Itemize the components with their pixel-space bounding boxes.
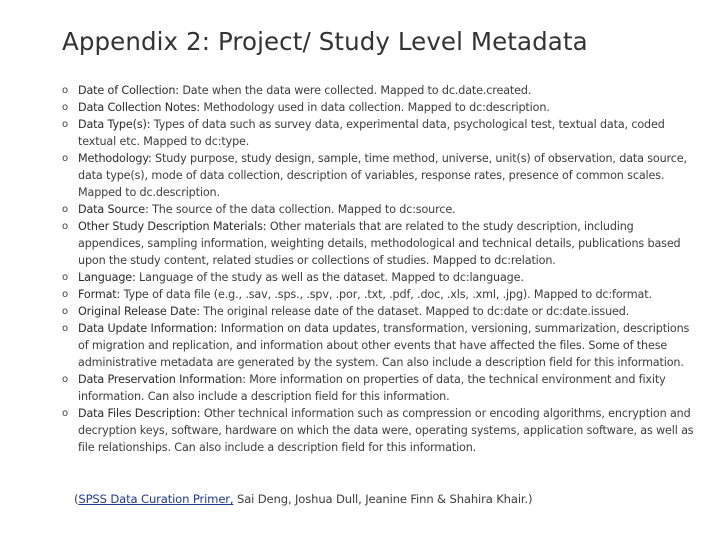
list-item — [62, 99, 702, 116]
bullet-icon: o — [62, 374, 68, 385]
list-item — [62, 82, 702, 99]
item-description: The original release date of the dataset. Mapped to dc:date or dc:date.issued. — [203, 305, 630, 318]
list-item — [62, 286, 702, 303]
bullet-icon: o — [62, 119, 68, 130]
bullet-icon: o — [62, 85, 68, 96]
bullet-icon: o — [62, 306, 68, 317]
citation-authors: Sai Deng, Joshua Dull, Jeanine Finn & Shahira Khair.) — [233, 492, 533, 506]
item-description: More information on properties of data, the technical environment and fixity information. Can also include a description field for this information. — [78, 373, 666, 403]
item-term: Data Preservation Information: — [78, 373, 246, 386]
bullet-icon: o — [62, 102, 68, 113]
item-description: Language of the study as well as the dataset. Mapped to dc:language. — [139, 271, 524, 284]
list-item — [62, 116, 702, 150]
item-term: Format: — [78, 288, 121, 301]
bullet-icon: o — [62, 204, 68, 215]
primer-link[interactable]: SPSS Data Curation Primer, — [78, 492, 234, 506]
bullet-icon: o — [62, 272, 68, 283]
page-title: Appendix 2: Project/ Study Level Metadata — [62, 27, 588, 56]
bullet-icon: o — [62, 289, 68, 300]
item-description: Other materials that are related to the study description, including appendices, sampling information, weighting details, methodological and technical details, publications based upon the study content, related studies or collections of studies. Mapped to dc:relation. — [78, 220, 681, 267]
item-term: Data Collection Notes: — [78, 101, 200, 114]
list-item — [62, 303, 702, 320]
item-description: Date when the data were collected. Mapped to dc.date.created. — [182, 84, 532, 97]
metadata-list — [62, 82, 702, 456]
item-description: Other technical information such as compression or encoding algorithms, encryption and decryption keys, software, hardware on which the data were, operating systems, application software, as well as file relationships. Can also include a description field for this information. — [78, 407, 694, 454]
list-item — [62, 218, 702, 269]
item-description: Types of data such as survey data, experimental data, psychological test, textual data, coded textual etc. Mapped to dc:type. — [78, 118, 665, 148]
item-term: Data Source: — [78, 203, 149, 216]
item-description: Type of data file (e.g., .sav, .sps., .spv, .por, .txt, .pdf, .doc, .xls, .xml, .jpg). Mapped to dc:format. — [123, 288, 652, 301]
item-term: Language: — [78, 271, 136, 284]
list-item — [62, 320, 702, 371]
citation-open: ( — [74, 492, 79, 506]
item-term: Methodology: — [78, 152, 152, 165]
bullet-icon: o — [62, 221, 68, 232]
item-term: Original Release Date: — [78, 305, 200, 318]
list-item — [62, 269, 702, 286]
list-item — [62, 371, 702, 405]
citation — [74, 492, 532, 506]
item-term: Date of Collection: — [78, 84, 179, 97]
list-item — [62, 201, 702, 218]
list-item — [62, 405, 702, 456]
item-term: Other Study Description Materials: — [78, 220, 267, 233]
item-description: Information on data updates, transformation, versioning, summarization, descriptions of migration and replication, and information about other events that have affected the files. Some of these administrative metadata are generated by the system. Can also include a description field for this information. — [78, 322, 690, 369]
item-term: Data Files Description: — [78, 407, 201, 420]
list-item — [62, 150, 702, 201]
item-description: The source of the data collection. Mapped to dc:source. — [152, 203, 456, 216]
bullet-icon: o — [62, 323, 68, 334]
bullet-icon: o — [62, 408, 68, 419]
item-description: Study purpose, study design, sample, time method, universe, unit(s) of observation, data source, data type(s), mode of data collection, description of variables, response rates, presence of common scales. Mapped to dc.description. — [78, 152, 687, 199]
bullet-icon: o — [62, 153, 68, 164]
item-term: Data Type(s): — [78, 118, 151, 131]
item-description: Methodology used in data collection. Mapped to dc:description. — [203, 101, 550, 114]
item-term: Data Update Information: — [78, 322, 218, 335]
